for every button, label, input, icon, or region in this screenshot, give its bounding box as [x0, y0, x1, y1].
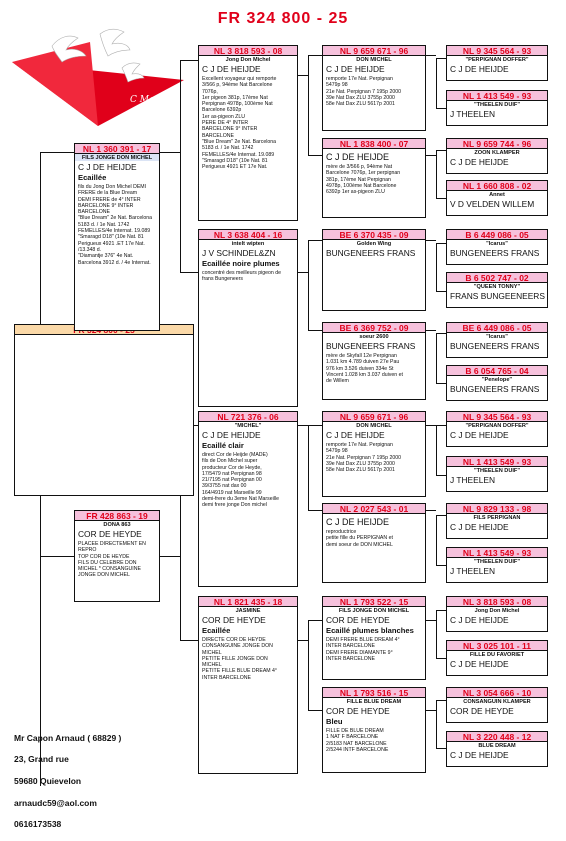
gen4-box-6[interactable] — [446, 272, 548, 308]
owner-name: FRANS BUNGEENEERS — [450, 291, 545, 301]
gen4-box-3[interactable] — [446, 138, 548, 174]
owner-name: BUNGENEERS FRANS — [450, 384, 540, 394]
owner-name: C J DE HEIJDE — [450, 615, 509, 625]
gen3-box-8[interactable] — [322, 687, 426, 773]
pigeon-name: DON MICHEL — [356, 57, 392, 63]
owner-name: C J DE HEIJDE — [326, 64, 385, 74]
gen4-box-12[interactable] — [446, 547, 548, 583]
pigeon-description: concentré des meilleurs pigeon de frans Bungeneers — [202, 270, 282, 283]
gen3-box-5[interactable] — [322, 411, 426, 497]
owner-name: V D VELDEN WILLEM — [450, 199, 535, 209]
pigeon-name: FILLE DU FAVORIET — [469, 652, 525, 658]
ring-number: NL 1 360 391 - 17 — [75, 144, 159, 154]
gen3-box-3[interactable] — [322, 229, 426, 311]
gen4-box-1[interactable] — [446, 45, 548, 81]
gen4-box-11[interactable] — [446, 503, 548, 539]
owner-name: C J DE HEIJDE — [202, 430, 261, 440]
pigeon-name: "Icarus" — [486, 241, 508, 247]
pigeon-description: DEMI FRERE BLUE DREAM 4° INTER BARCELONE DEMI FRERE DIAMANTE 9° INTER BARCELONE — [326, 637, 400, 662]
pigeon-color: Ecaillée — [202, 626, 231, 635]
pigeon-description: fils du Jong Don Michel DEMI FRERE de la Blue Dream DEMI FRERE de 4° INTER BARCELONE 9° INTER BARCELONE "Blue Dream" 2e Nat. Barcelona 5183 d. / 1e Nat. 1742 FEMELLES/4e Internat. 19.089 "Smaragd D18" (10e Nat. 81 Perigueux 4921 .ET 17e Nat. /13.348 d. "Diamantje 376" 4e Nat. Barcelona 3912 d. / 4e Internat. — [78, 184, 153, 266]
contact-street: 23, Grand rue — [14, 754, 69, 765]
ring-number: NL 1 793 522 - 15 — [323, 597, 425, 607]
ring-number: NL 9 345 564 - 93 — [447, 412, 547, 422]
pigeon-description: remporte 17e Nat. Perpignan 5479p 98 21e Nat. Perpignan 7 195p 2000 39e Nat Dax ZLU 3755p 2000 58e Nat Dax ZLU 5617p 2001 — [326, 76, 401, 108]
owner-name: C J DE HEIJDE — [326, 152, 390, 162]
ring-number: NL 1 413 549 - 93 — [447, 91, 547, 101]
owner-name: J THEELEN — [450, 475, 495, 485]
ring-number: B 6 054 765 - 04 — [447, 366, 547, 376]
pigeon-name: ZOON KLAMPER — [474, 150, 520, 156]
gen4-box-16[interactable] — [446, 731, 548, 767]
pigeon-name: FILS JONGE DON MICHEL — [338, 608, 410, 614]
pigeon-name: "Penelope" — [481, 377, 513, 383]
pigeon-name: CONSANGUIN KLAMPER — [463, 699, 531, 705]
gen4-box-13[interactable] — [446, 596, 548, 632]
pigeon-name: "QUEEN TONNY" — [473, 284, 521, 290]
pigeon-description: Excellent voyageur qui remporte 3/566 p, 94ème Nat Barcelone 7076p, 1er pigeon 381p, 17ème Nat Perpignan 4978p, 100ème Nat Barcelone 6392p 1er as-pigeon ZLU PERE DE 4° INTER BARCELONE 9° INTER BARCELONE "Blue Dream" 2e Nat. Barcelona 5183 d. / 1e Nat. 1742 FEMELLES/4e Internat. 19.089 "Smaragd D18" (10e Nat. 81 Perigueux 4921 ET 17e Nat. — [202, 76, 277, 171]
ring-number: BE 6 370 435 - 09 — [323, 230, 425, 240]
dam-dam-box[interactable] — [198, 596, 298, 774]
pigeon-name: Jong Don Michel — [225, 57, 271, 63]
ring-number: NL 9 345 564 - 93 — [447, 46, 547, 56]
gen4-box-7[interactable] — [446, 322, 548, 358]
pigeon-description: reproductrice petite fille du PERPIGNAN et demi soeur de DON MICHEL — [326, 529, 393, 548]
owner-name: C J DE HEIJDE — [450, 157, 509, 167]
gen4-box-5[interactable] — [446, 229, 548, 265]
contact-email[interactable]: arnaudc59@aol.com — [14, 797, 97, 808]
dam-sire-box[interactable] — [198, 411, 298, 587]
sire-dam-box[interactable] — [198, 229, 298, 407]
pigeon-name: "PERPIGNAN DOFFER" — [465, 57, 529, 63]
gen3-box-2[interactable] — [322, 138, 426, 218]
gen4-box-9[interactable] — [446, 411, 548, 447]
ring-number: NL 3 818 593 - 08 — [447, 597, 547, 607]
pigeon-name: "THEELEN DUIF" — [473, 102, 520, 108]
gen4-box-10[interactable] — [446, 456, 548, 492]
owner-name: COR DE HEYDE — [450, 706, 514, 716]
owner-name: COR DE HEYDE — [78, 529, 142, 539]
pigeon-name: "Icarus" — [486, 334, 508, 340]
owner-name: C J DE HEIJDE — [450, 750, 509, 760]
ring-number: NL 9 829 133 - 98 — [447, 504, 547, 514]
ring-number: BE 6 449 086 - 05 — [447, 323, 547, 333]
owner-name: COR DE HEYDE — [326, 615, 390, 625]
gen3-box-6[interactable] — [322, 503, 426, 583]
pigeon-color: Ecaillé clair — [202, 441, 244, 450]
owner-name: C J DE HEIJDE — [450, 659, 509, 669]
pigeon-name: "MICHEL" — [234, 423, 262, 429]
ring-number: NL 2 027 543 - 01 — [323, 504, 425, 514]
contact-city: 59680 Quievelon — [14, 775, 82, 786]
owner-name: C J DE HEIJDE — [450, 430, 509, 440]
pigeon-color: Bleu — [326, 717, 343, 726]
contact-phone: 0616173538 — [14, 819, 62, 830]
gen4-box-8[interactable] — [446, 365, 548, 401]
pigeon-description: mère de Skyfall 12e Perpignan 1.031 km 4.789 duiven 27e Pau 976 km 3.526 duiven 334e St Vincent 1.028 km 3.037 duiven et de Willem — [326, 353, 403, 385]
pigeon-name: soeur 2600 — [359, 334, 389, 340]
ring-number: BE 6 369 752 - 09 — [323, 323, 425, 333]
pigeon-name: DONA 863 — [103, 522, 131, 528]
owner-name: J THEELEN — [450, 566, 495, 576]
pedigree-title: FR 324 800 - 25 — [217, 10, 349, 27]
pigeon-name: "PERPIGNAN DOFFER" — [465, 423, 529, 429]
pigeon-name: FILLE BLUE DREAM — [346, 699, 402, 705]
dove-logo — [12, 28, 184, 126]
contact-name: Mr Capon Arnaud ( 68829 ) — [14, 732, 122, 743]
pigeon-description: mère de 3/566 p, 94ème Nat Barcelone 7076p, 1er perpignan 381p, 17ème Nat Perpignan 4978p, 100ème Nat Barcelone 6392p 1er as-pigeon ZLU — [326, 164, 401, 196]
pigeon-color: Ecaillée — [78, 173, 107, 182]
pigeon-name: "THEELEN DUIF" — [473, 559, 520, 565]
ring-number: NL 1 793 516 - 15 — [323, 688, 425, 698]
pigeon-name: Annet — [489, 192, 505, 198]
gen4-box-2[interactable] — [446, 90, 548, 126]
subject-box[interactable] — [14, 324, 194, 496]
pigeon-name: "THEELEN DUIF" — [473, 468, 520, 474]
ring-number: NL 3 818 593 - 08 — [199, 46, 297, 56]
pigeon-color: Ecaillé plumes blanches — [326, 626, 414, 635]
ring-number: B 6 449 086 - 05 — [447, 230, 547, 240]
pigeon-name: JASMINE — [235, 608, 261, 614]
owner-name: COR DE HEYDE — [202, 615, 266, 625]
owner-name: C J DE HEIJDE — [450, 64, 509, 74]
owner-contact — [14, 722, 121, 841]
pigeon-name: Golden Wing — [356, 241, 392, 247]
pigeon-description: direct Cor de Heijde (MADE) fils de Don Michel super producteur Cor de Heyde, 17/5479 nat Perpignan 98 21/7195 nat Perpignan 00 39/3755 nat dax 00 164/4919 nat Marseille 99 demi-frere du 3eme Nat Marseille demi frere jonge Don michel — [202, 452, 279, 509]
pigeon-name: FILS PERPIGNAN — [473, 515, 521, 521]
pigeon-name: BLUE DREAM — [478, 743, 516, 749]
owner-name: BUNGENEERS FRANS — [326, 341, 416, 351]
gen3-box-1[interactable] — [322, 45, 426, 131]
sire-sire-box[interactable] — [198, 45, 298, 221]
ring-number: NL 3 054 666 - 10 — [447, 688, 547, 698]
pigeon-description: FILLE DE BLUE DREAM 1 NAT F BARCELONE 2/5183 NAT BARCELONE 2/5244 INTF BARCELONE — [326, 728, 389, 753]
ring-number: B 6 502 747 - 02 — [447, 273, 547, 283]
ring-number: FR 428 863 - 19 — [75, 511, 159, 521]
gen4-box-14[interactable] — [446, 640, 548, 676]
owner-name: C J DE HEIJDE — [78, 162, 137, 172]
pigeon-color: Ecaillée noire plumes — [202, 259, 280, 268]
ring-number: NL 9 659 744 - 96 — [447, 139, 547, 149]
gen3-box-4[interactable] — [322, 322, 426, 400]
owner-name: BUNGENEERS FRANS — [450, 248, 540, 258]
ring-number: NL 3 638 404 - 16 — [199, 230, 297, 240]
ring-number: NL 1 413 549 - 93 — [447, 548, 547, 558]
owner-name: J THEELEN — [450, 109, 495, 119]
sire-box[interactable] — [74, 143, 160, 331]
pigeon-description: PLACEE DIRECTEMENT EN REPRO TOP COR DE HEYDE FILS DU CELEBRE DON MICHEL * CONSANGUINE JONGE DON MICHEL — [78, 541, 146, 579]
dam-box[interactable] — [74, 510, 160, 602]
owner-name: C J DE HEIJDE — [326, 517, 390, 527]
gen3-box-7[interactable] — [322, 596, 426, 680]
gen4-box-15[interactable] — [446, 687, 548, 723]
ring-number: NL 1 838 400 - 07 — [323, 139, 425, 149]
owner-name: BUNGENEERS FRANS — [326, 248, 416, 258]
owner-name: J V SCHINDEL&ZN — [202, 248, 276, 258]
pigeon-name: DON MICHEL — [356, 423, 392, 429]
ring-number: NL 9 659 671 - 96 — [323, 46, 425, 56]
pigeon-description: remporte 17e Nat. Perpignan 5479p 98 21e Nat. Perpignan 7 195p 2000 39e Nat Dax ZLU 3755p 2000 58e Nat Dax ZLU 5617p 2001 — [326, 442, 401, 474]
ring-number: NL 1 413 549 - 93 — [447, 457, 547, 467]
pigeon-name: FILS JONGE DON MICHEL — [75, 154, 159, 161]
pigeon-name: intelt wipten — [231, 241, 265, 247]
pigeon-description: DIRECTE COR DE HEYDE CONSANGUINE JONGE DON MICHEL PETITE FILLE JONGE DON MICHEL PETITE FILLE BLUE DREAM 4° INTER BARCELONE — [202, 637, 278, 681]
ring-number: NL 1 660 808 - 02 — [447, 181, 547, 191]
owner-name: C J DE HEIJDE — [450, 522, 509, 532]
ring-number: NL 3 025 101 - 11 — [447, 641, 547, 651]
ring-number: NL 3 220 448 - 12 — [447, 732, 547, 742]
gen4-box-4[interactable] — [446, 180, 548, 216]
pigeon-name: Jong Don Michel — [474, 608, 520, 614]
ring-number: NL 9 659 671 - 96 — [323, 412, 425, 422]
ring-number: NL 721 376 - 06 — [199, 412, 297, 422]
owner-name: COR DE HEYDE — [326, 706, 390, 716]
owner-name: BUNGENEERS FRANS — [450, 341, 540, 351]
owner-name: C J DE HEIJDE — [202, 64, 261, 74]
owner-name: C J DE HEIJDE — [326, 430, 385, 440]
logo-signature: C Mathieu — [130, 95, 178, 105]
ring-number: NL 1 821 435 - 18 — [199, 597, 297, 607]
